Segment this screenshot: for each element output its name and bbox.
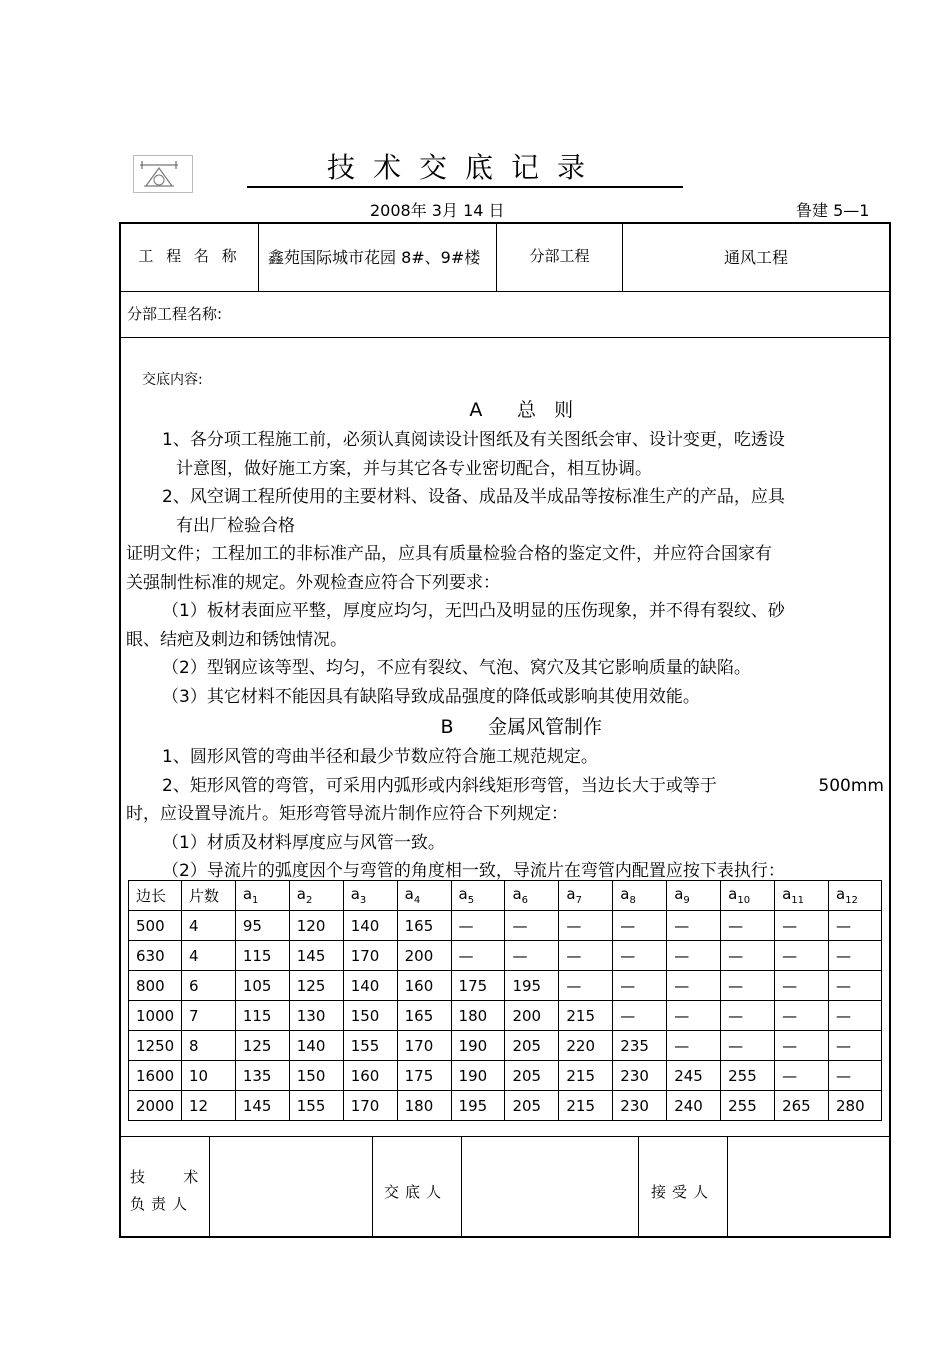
paragraph: 计意图，做好施工方案，并与其它各专业密切配合，相互协调。 (176, 458, 652, 479)
paragraph: 1、圆形风管的弯曲半径和最少节数应符合施工规范规定。 (162, 747, 598, 767)
header-subscript: 12 (845, 895, 858, 906)
table-cell: 200 (397, 941, 451, 971)
table-header-cell (828, 881, 881, 911)
table-cell: 130 (289, 1001, 343, 1031)
table-cell: 12 (181, 1091, 235, 1121)
table-cell: 215 (559, 1001, 613, 1031)
table-cell: 120 (289, 911, 343, 941)
paragraph: 2、风空调工程所使用的主要材料、设备、成品及半成品等按标准生产的产品，应具 (162, 487, 785, 507)
table-cell: — (775, 1001, 829, 1031)
table-cell: 95 (235, 911, 289, 941)
header-subscript: 1 (252, 895, 259, 906)
paragraph: （3）其它材料不能因具有缺陷导致成品强度的降低或影响其使用效能。 (162, 686, 700, 707)
table-header-row (129, 881, 882, 911)
table-cell: 175 (397, 1061, 451, 1091)
table-cell: 115 (235, 941, 289, 971)
divider (727, 1136, 728, 1238)
divider (119, 1136, 891, 1137)
paragraph (126, 772, 888, 801)
table-row (129, 911, 882, 941)
table-cell: — (451, 941, 505, 971)
paragraph: 1、各分项工程施工前，必须认真阅读设计图纸及有关图纸会审、设计变更，吃透设 (162, 430, 785, 450)
table-cell: — (828, 911, 881, 941)
header-text: a (350, 885, 360, 903)
table-cell: 160 (397, 971, 451, 1001)
table-cell: 205 (505, 1031, 559, 1061)
table-cell: — (721, 1001, 775, 1031)
header-subscript: 8 (629, 895, 636, 906)
header-subscript: 11 (791, 895, 804, 906)
table-cell: — (721, 971, 775, 1001)
table-cell: 230 (613, 1091, 667, 1121)
paragraph: 眼、结疤及刺边和锈蚀情况。 (126, 629, 347, 650)
table-cell: 245 (667, 1061, 721, 1091)
header-subscript: 6 (521, 895, 529, 906)
table-cell: — (667, 941, 721, 971)
company-logo (133, 155, 193, 193)
table-header-cell (505, 881, 559, 911)
header-text: a (674, 885, 684, 903)
table-cell: 1250 (129, 1031, 182, 1061)
divider (209, 1136, 210, 1238)
table-header-cell (181, 881, 235, 911)
table-cell: 105 (235, 971, 289, 1001)
table-cell: — (828, 1031, 881, 1061)
table-cell: 10 (181, 1061, 235, 1091)
paragraph: 关强制性标准的规定。外观检查应符合下列要求： (126, 572, 500, 593)
sub-project-value: 通风工程 (723, 248, 788, 267)
table-cell: 240 (667, 1091, 721, 1121)
table-cell: 155 (289, 1091, 343, 1121)
table-cell: — (828, 1001, 881, 1031)
table-cell: 215 (559, 1091, 613, 1121)
table-cell: 1600 (129, 1061, 182, 1091)
section-a-heading (126, 394, 888, 426)
table-cell: — (775, 1031, 829, 1061)
table-cell: 800 (129, 971, 182, 1001)
table-cell: — (775, 911, 829, 941)
section-a-letter: A (469, 399, 483, 421)
page-title: 技术交底记录 (247, 150, 683, 188)
divider (372, 1136, 373, 1238)
table-cell: 155 (343, 1031, 397, 1061)
header-text: a (458, 885, 468, 903)
table-cell: 255 (721, 1061, 775, 1091)
table-cell: 2000 (129, 1091, 182, 1121)
header-text: a (728, 885, 738, 903)
table-cell: — (667, 1031, 721, 1061)
divider (119, 291, 891, 292)
table-cell: — (721, 911, 775, 941)
divider (119, 337, 891, 338)
divider (258, 222, 259, 292)
table-cell: — (613, 1001, 667, 1031)
table-cell: 140 (343, 971, 397, 1001)
table-header-cell (613, 881, 667, 911)
table-cell: — (559, 941, 613, 971)
divider (638, 1136, 639, 1238)
header-text: a (620, 885, 630, 903)
table-cell: — (828, 971, 881, 1001)
header-subscript: 5 (467, 895, 475, 906)
table-cell: 215 (559, 1061, 613, 1091)
table-cell: 6 (181, 971, 235, 1001)
paragraph-text: 2、矩形风管的弯管，可采用内弧形或内斜线矩形弯管，当边长大于或等于 (162, 775, 717, 796)
section-b-heading (126, 711, 888, 743)
table-cell: 220 (559, 1031, 613, 1061)
table-cell: 180 (397, 1091, 451, 1121)
table-cell: 205 (505, 1091, 559, 1121)
table-header-cell (775, 881, 829, 911)
table-cell: 160 (343, 1061, 397, 1091)
divider (461, 1136, 462, 1238)
table-cell: — (775, 941, 829, 971)
table-cell: — (613, 941, 667, 971)
sub-project-name-label: 分部工程名称: (127, 305, 223, 323)
header-text: a (296, 885, 306, 903)
table-cell: 135 (235, 1061, 289, 1091)
table-cell: 195 (505, 971, 559, 1001)
table-cell: — (775, 1061, 829, 1091)
table-cell: — (721, 1031, 775, 1061)
table-header-cell (235, 881, 289, 911)
table-cell: 125 (289, 971, 343, 1001)
table-cell: 205 (505, 1061, 559, 1091)
table-row (129, 941, 882, 971)
table-cell: 190 (451, 1061, 505, 1091)
paragraph: （1）板材表面应平整，厚度应均匀，无凹凸及明显的压伤现象，并不得有裂纹、砂 (162, 601, 785, 621)
table-cell: 265 (775, 1091, 829, 1121)
header-subscript: 4 (413, 895, 421, 906)
paragraph: （1）材质及材料厚度应与风管一致。 (162, 832, 445, 853)
paragraph: （2）导流片的弧度因个与弯管的角度相一致，导流片在弯管内配置应按下表执行： (162, 861, 785, 881)
content-label: 交底内容: (142, 372, 203, 388)
header-text: 边长 (136, 887, 167, 905)
table-cell: 170 (397, 1031, 451, 1061)
paragraph: （2）型钢应该等型、均匀，不应有裂纹、气泡、窝穴及其它影响质量的缺陷。 (162, 658, 751, 678)
table-cell: 150 (289, 1061, 343, 1091)
table-header-cell (343, 881, 397, 911)
record-date: 2008年 3月 14 日 (370, 201, 505, 220)
paragraph: 证明文件；工程加工的非标准产品，应具有质量检验合格的鉴定文件，并应符合国家有 (126, 544, 772, 564)
header-text: a (566, 885, 576, 903)
table-cell: 165 (397, 1001, 451, 1031)
header-text: a (835, 885, 846, 903)
table-cell: — (667, 971, 721, 1001)
paragraph: 有出厂检验合格 (176, 515, 295, 536)
table-cell: 195 (451, 1091, 505, 1121)
table-cell: — (505, 941, 559, 971)
table-cell: 145 (289, 941, 343, 971)
table-header-cell (721, 881, 775, 911)
table-cell: — (721, 941, 775, 971)
table-cell: — (775, 971, 829, 1001)
header-text: 片数 (188, 887, 219, 905)
receiver-label: 接受人 (651, 1183, 715, 1201)
table-row (129, 1031, 882, 1061)
table-cell: 255 (721, 1091, 775, 1121)
project-name-value: 鑫苑国际城市花园 8#、9#楼 (268, 248, 481, 267)
table-header-cell (289, 881, 343, 911)
table-cell: 175 (451, 971, 505, 1001)
table-cell: 165 (397, 911, 451, 941)
paragraph: 时，应设置导流片。矩形弯管导流片制作应符合下列规定： (126, 804, 568, 824)
table-cell: 170 (343, 1091, 397, 1121)
table-cell: 8 (181, 1031, 235, 1061)
table-cell: 630 (129, 941, 182, 971)
header-text: a (404, 885, 414, 903)
table-cell: — (451, 911, 505, 941)
table-cell: 7 (181, 1001, 235, 1031)
table-header-cell (667, 881, 721, 911)
table-cell: — (828, 941, 881, 971)
sub-project-label: 分部工程 (529, 247, 590, 265)
table-row (129, 1061, 882, 1091)
table-cell: 140 (289, 1031, 343, 1061)
table-cell: 115 (235, 1001, 289, 1031)
header-text: a (512, 885, 522, 903)
table-cell: 145 (235, 1091, 289, 1121)
header-subscript: 10 (737, 895, 751, 906)
table-row (129, 1001, 882, 1031)
table-row (129, 971, 882, 1001)
table-cell: — (828, 1061, 881, 1091)
table-cell: — (667, 1001, 721, 1031)
table-cell: 235 (613, 1031, 667, 1061)
paragraph-value: 500mm (818, 775, 884, 796)
table-header-cell (559, 881, 613, 911)
table-cell: — (559, 911, 613, 941)
table-cell: — (505, 911, 559, 941)
header-subscript: 9 (683, 895, 690, 906)
table-cell: 280 (828, 1091, 881, 1121)
header-subscript: 2 (305, 895, 313, 906)
header-subscript: 3 (359, 895, 367, 906)
table-cell: — (613, 911, 667, 941)
table-cell: 190 (451, 1031, 505, 1061)
table-cell: — (559, 971, 613, 1001)
table-cell: — (667, 911, 721, 941)
table-cell: 230 (613, 1061, 667, 1091)
table-cell: 500 (129, 911, 182, 941)
section-a-title: 总 则 (516, 399, 574, 421)
header-text: a (242, 885, 253, 903)
table-cell: 150 (343, 1001, 397, 1031)
section-b-letter: B (440, 716, 454, 738)
table-header-cell (129, 881, 182, 911)
table-cell: 200 (505, 1001, 559, 1031)
table-cell: 125 (235, 1031, 289, 1061)
table-cell: 4 (181, 911, 235, 941)
tech-lead-label-line1: 技 术 (130, 1168, 205, 1186)
table-cell: 180 (451, 1001, 505, 1031)
section-b-title: 金属风管制作 (488, 716, 603, 738)
table-cell: 4 (181, 941, 235, 971)
header-text: a (782, 885, 792, 903)
table-header-cell (451, 881, 505, 911)
table-cell: 1000 (129, 1001, 182, 1031)
tech-lead-label-line2: 负责人 (130, 1195, 194, 1213)
project-name-label: 工 程 名 称 (138, 247, 241, 265)
disclosure-content (126, 370, 888, 886)
deflector-table (128, 880, 882, 1121)
table-header-cell (397, 881, 451, 911)
table-cell: 170 (343, 941, 397, 971)
table-cell: 140 (343, 911, 397, 941)
discloser-label: 交底人 (384, 1183, 448, 1201)
header-subscript: 7 (575, 895, 582, 906)
form-code: 鲁建 5—1 (796, 201, 870, 220)
table-row (129, 1091, 882, 1121)
table-cell: — (613, 971, 667, 1001)
